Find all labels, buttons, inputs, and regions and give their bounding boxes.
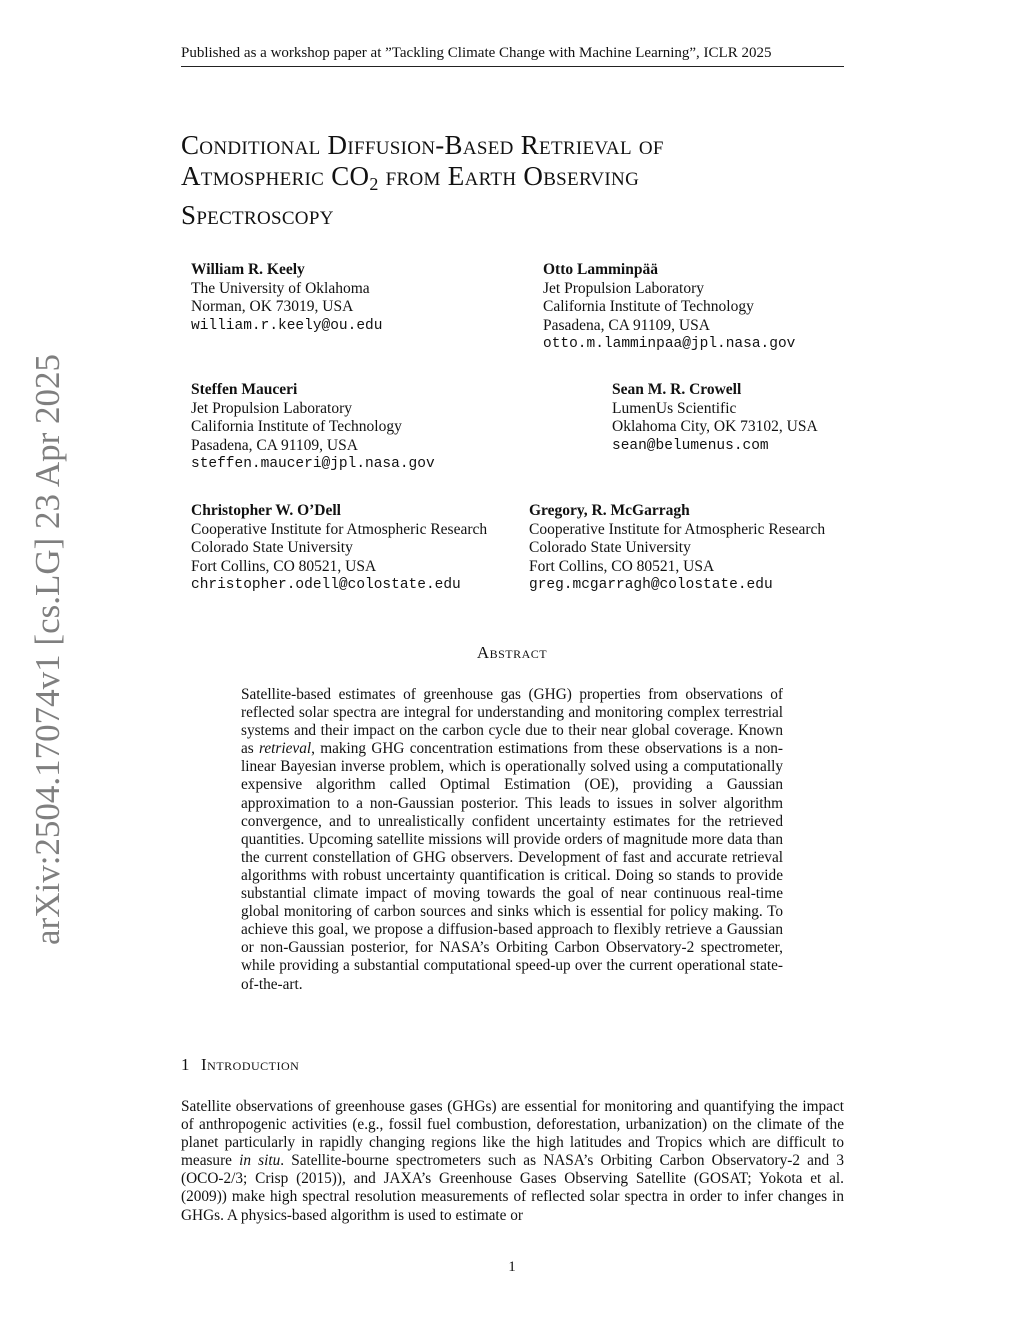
intro-emphasis: in situ [239,1152,281,1170]
intro-text-2: . Satellite-bourne spectrometers such as NASA’s Orbiting Carbon Observatory-2 and 3 (OCO-2/3; Crisp (2015)), and JAXA’s Greenhouse Gases Observing Satellite (GOSAT; Yokota et al. (2009)) make high spectral resolution measurements of reflected solar spectra in order to infer changes in GHGs. A physics-based algorithm is used to estimate or [181,1152,844,1224]
paper-title [181,130,861,231]
author-email[interactable]: otto.m.lamminpaa@jpl.nasa.gov [543,336,796,352]
author-address: Fort Collins, CO 80521, USA [529,557,715,575]
author-block-lamminpaa [543,261,795,354]
author-affiliation: California Institute of Technology [543,298,754,315]
author-name: Steffen Mauceri [191,381,298,398]
author-email[interactable]: steffen.mauceri@jpl.nasa.gov [191,456,435,472]
author-block-crowell [612,381,818,455]
author-affiliation: Cooperative Institute for Atmospheric Research [191,520,488,538]
section-title: Introduction [201,1055,300,1074]
author-address: Pasadena, CA 91109, USA [191,436,358,454]
abstract-text-2: , making GHG concentration estimations from these observations is a non-linear Bayesian inverse problem, which is operationally solved using a computationally expensive algorithm called Optimal Estimation (OE), providing a Gaussian approximation to a non-Gaussian posterior. This leads to issues in solver algorithm convergence, and to unrealistically confident uncertainty estimates for the retrieved quantities. Upcoming satellite missions will provide orders of magnitude more data than the current constellation of GHG observers. Development of fast and accurate retrieval algorithms with robust uncertainty quantification is critical. Doing so stands to provide substantial climate impact of moving towards the goal of near continuous real-time global monitoring of carbon sources and sinks which is essential for policy making. To achieve this goal, we propose a diffusion-based approach to flexibly retrieve a Gaussian or non-Gaussian posterior, for NASA’s Orbiting Carbon Observatory-2 spectrometer, while providing a substantial computational speed-up over the current operational state-of-the-art. [241,740,783,993]
author-affiliation: LumenUs Scientific [612,399,737,417]
author-email[interactable]: sean@belumenus.com [612,437,769,454]
title-line-2-pre: Atmospheric CO [181,161,370,191]
introduction-body [181,1098,844,1225]
author-name: William R. Keely [191,261,305,278]
author-affiliation: Jet Propulsion Laboratory [543,279,705,297]
intro-text-1: Satellite observations of greenhouse gases (GHGs) are essential for monitoring and quantifying the impact of anthropogenic activities (e.g., fossil fuel combustion, deforestation, urbanization) on the climate of the planet particularly in rapidly changing regions like the high latitudes and Tropics which are difficult to measure [181,1098,844,1170]
author-name: Christopher W. O’Dell [191,502,341,519]
author-name: Gregory, R. McGarragh [529,502,690,519]
abstract-body [241,686,783,994]
section-heading-introduction [181,1055,481,1075]
author-block-odell [191,502,487,595]
author-affiliation: California Institute of Technology [191,418,402,435]
author-email[interactable]: william.r.keely@ou.edu [191,317,383,334]
title-line-2-post: from Earth Observing [378,161,640,191]
author-affiliation: Colorado State University [191,539,353,556]
author-email[interactable]: christopher.odell@colostate.edu [191,577,461,593]
running-header: Published as a workshop paper at ”Tackling Climate Change with Machine Learning”, ICLR 2025 [181,44,844,67]
author-block-mcgarragh [529,502,825,595]
author-address: Fort Collins, CO 80521, USA [191,557,377,575]
author-address: Norman, OK 73019, USA [191,298,354,315]
author-affiliation: Cooperative Institute for Atmospheric Research [529,520,826,538]
abstract-heading: Abstract [476,643,548,662]
section-number: 1 [181,1055,190,1074]
author-affiliation: Jet Propulsion Laboratory [191,399,353,417]
abstract-emphasis: retrieval [259,740,312,758]
author-address: Pasadena, CA 91109, USA [543,316,710,334]
author-affiliation: The University of Oklahoma [191,279,370,297]
author-address: Oklahoma City, OK 73102, USA [612,418,818,435]
title-line-2 [181,161,861,200]
title-line-3: Spectroscopy [181,200,334,230]
author-name: Otto Lamminpää [543,261,658,278]
author-block-mauceri [191,381,435,474]
title-subscript: 2 [369,174,379,194]
author-block-keely [191,261,382,335]
abstract-text-1: Satellite-based estimates of greenhouse gas (GHG) properties from observations of reflected solar spectra are integral for understanding and monitoring complex terrestrial systems and their impact on the carbon cycle due to their near global coverage. Known as [241,686,783,758]
author-name: Sean M. R. Crowell [612,381,742,398]
author-affiliation: Colorado State University [529,539,691,556]
author-email[interactable]: greg.mcgarragh@colostate.edu [529,577,773,593]
page-number: 1 [508,1259,516,1275]
title-line-1: Conditional Diffusion-Based Retrieval of [181,130,664,160]
arxiv-sidebar-stamp: arXiv:2504.17074v1 [cs.LG] 23 Apr 2025 [28,353,67,945]
